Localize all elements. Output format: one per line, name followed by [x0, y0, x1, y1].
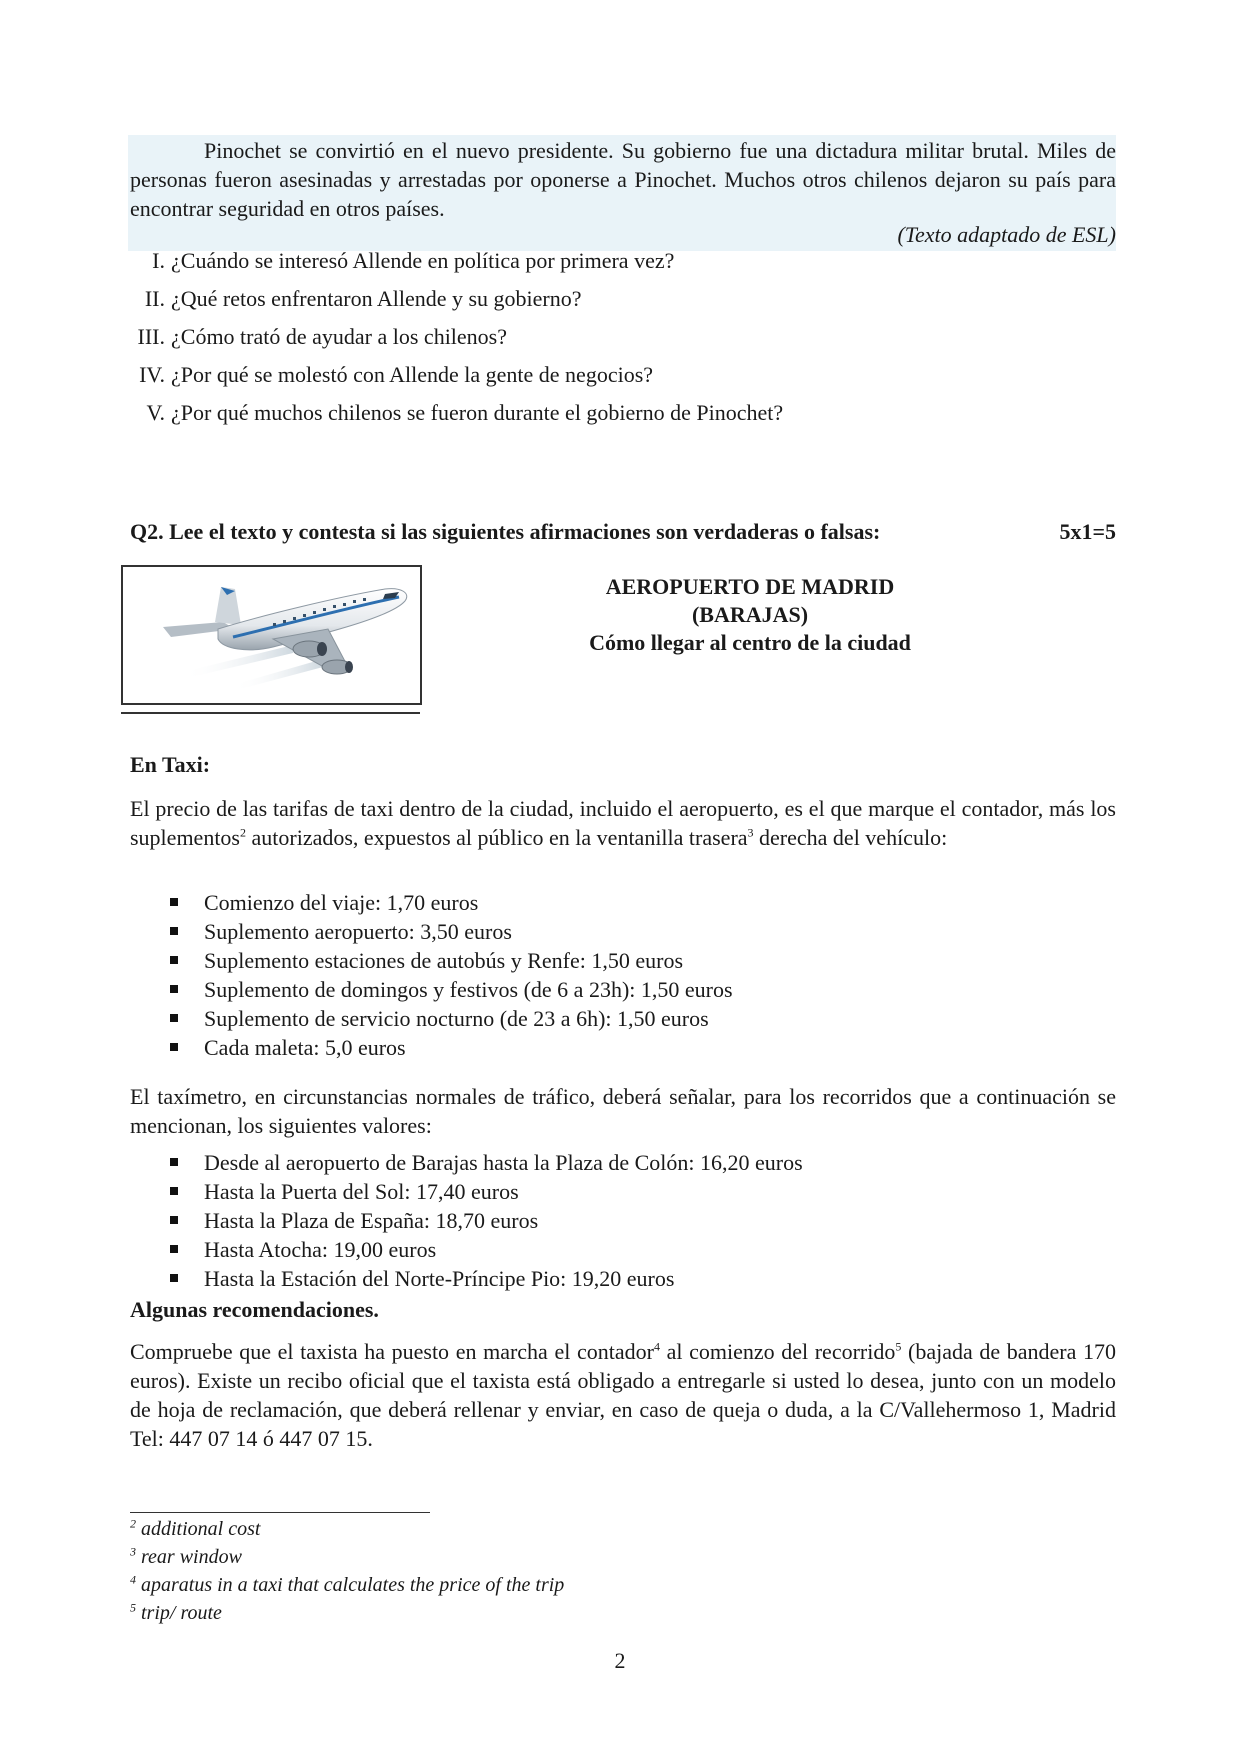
- question-number: II.: [144, 286, 165, 311]
- taxi-intro: El precio de las tarifas de taxi dentro de la ciudad, incluido el aeropuerto, es el que marque el contador, más los suplementos$^2$ autorizados, expuestos al público en la ventanilla trasera$^3$ derecha del vehículo:: [130, 796, 1116, 850]
- footnote: $^2$ additional cost: [130, 1516, 261, 1540]
- question-number: I.: [152, 248, 165, 273]
- airport-heading: [500, 573, 1000, 657]
- recommendations-text: Compruebe que el taxista ha puesto en marcha el contador$^4$ al comienzo del recorrido$^5$ (bajada de bandera 170 euros). Existe un recibo oficial que el taxista está obligado a entregarle si usted lo desea, junto con un modelo de hoja de reclamación, que deberá rellenar y enviar, en caso de queja o duda, a la C/Vallehermoso 1, Madrid Tel: 447 07 14 ó 447 07 15.: [130, 1339, 1116, 1451]
- footnote: $^4$ aparatus in a taxi that calculates the price of the trip: [130, 1572, 565, 1596]
- route-item: Hasta la Estación del Norte-Príncipe Pio: 19,20 euros: [170, 1264, 803, 1293]
- passage: [130, 136, 1116, 223]
- airplane-icon: [123, 567, 420, 703]
- question-number: III.: [137, 324, 165, 349]
- q2-score: 5x1=5: [1059, 519, 1116, 544]
- heading-line-2: (BARAJAS): [691, 602, 809, 627]
- fee-item: Suplemento de servicio nocturno (de 23 a 6h): 1,50 euros: [170, 1004, 733, 1033]
- question-text: ¿Por qué se molestó con Allende la gente de negocios?: [171, 362, 654, 387]
- question-text: ¿Cuándo se interesó Allende en política por primera vez?: [171, 248, 675, 273]
- question-number: V.: [146, 400, 165, 425]
- question-text: ¿Qué retos enfrentaron Allende y su gobierno?: [171, 286, 582, 311]
- footnote: $^5$ trip/ route: [130, 1600, 222, 1624]
- taxi-title: En Taxi:: [130, 752, 211, 777]
- airplane-image: [121, 565, 422, 705]
- q2-header: [130, 519, 1116, 545]
- fee-list: [170, 888, 733, 1062]
- heading-line-1: AEROPUERTO DE MADRID: [605, 574, 895, 599]
- question-text: ¿Por qué muchos chilenos se fueron durante el gobierno de Pinochet?: [171, 400, 784, 425]
- fee-item: Suplemento aeropuerto: 3,50 euros: [170, 917, 733, 946]
- q2-title: Q2. Lee el texto y contesta si las siguientes afirmaciones son verdaderas o falsas:: [130, 519, 881, 544]
- route-item: Desde al aeropuerto de Barajas hasta la Plaza de Colón: 16,20 euros: [170, 1148, 803, 1177]
- route-item: Hasta la Puerta del Sol: 17,40 euros: [170, 1177, 803, 1206]
- footnote-ref: 3: [747, 825, 754, 840]
- fee-item: Suplemento estaciones de autobús y Renfe: 1,50 euros: [170, 946, 733, 975]
- footnote-separator: [130, 1512, 430, 1513]
- footnote-ref: 2: [240, 825, 246, 840]
- footnote: $^3$ rear window: [130, 1544, 242, 1568]
- fee-item: Comienzo del viaje: 1,70 euros: [170, 888, 733, 917]
- route-item: Hasta Atocha: 19,00 euros: [170, 1235, 803, 1264]
- route-list: [170, 1148, 803, 1293]
- footnote-ref: 5: [895, 1339, 902, 1354]
- image-frame-line: [121, 704, 420, 705]
- question-number: IV.: [139, 362, 165, 387]
- fee-item: Cada maleta: 5,0 euros: [170, 1033, 733, 1062]
- recommendations-title: Algunas recomendaciones.: [130, 1297, 379, 1322]
- footnote-ref: 4: [653, 1339, 660, 1354]
- heading-line-3: Cómo llegar al centro de la ciudad: [589, 630, 911, 655]
- footnotes: [130, 1515, 564, 1627]
- question-text: ¿Cómo trató de ayudar a los chilenos?: [171, 324, 508, 349]
- image-frame-line: [121, 712, 420, 714]
- fee-item: Suplemento de domingos y festivos (de 6 a 23h): 1,50 euros: [170, 975, 733, 1004]
- meter-text: El taxímetro, en circunstancias normales de tráfico, deberá señalar, para los recorridos que a continuación se mencionan, los siguientes valores:: [130, 1084, 1116, 1138]
- route-item: Hasta la Plaza de España: 18,70 euros: [170, 1206, 803, 1235]
- passage-source: (Texto adaptado de ESL): [897, 222, 1116, 247]
- page-number: 2: [614, 1648, 626, 1673]
- passage-text: Pinochet se convirtió en el nuevo presidente. Su gobierno fue una dictadura militar brutal. Miles de personas fueron asesinadas y arrestadas por oponerse a Pinochet. Muchos otros chilenos dejaron su país para encontrar seguridad en otros países.: [130, 138, 1116, 221]
